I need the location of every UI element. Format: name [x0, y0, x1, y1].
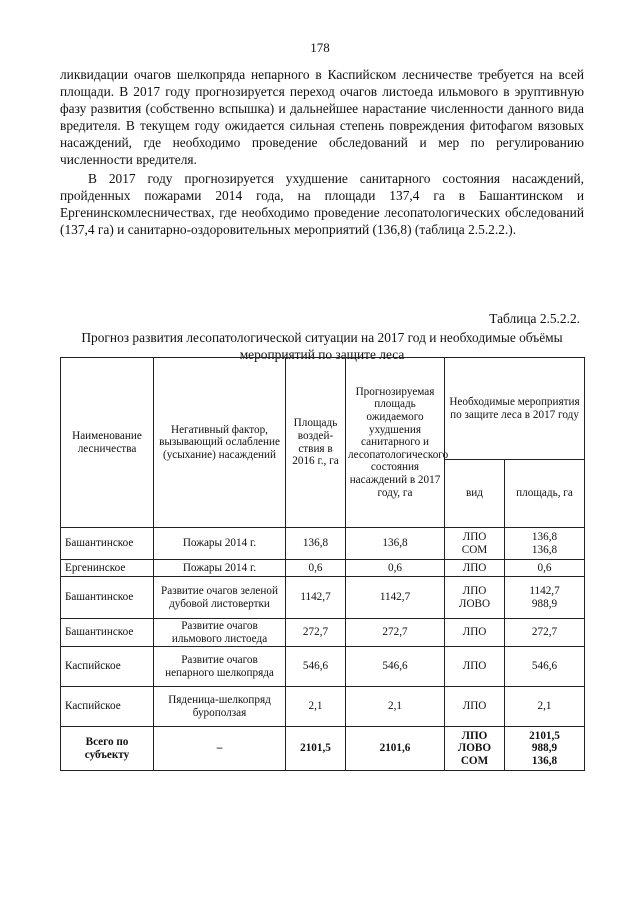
table-number: Таблица 2.5.2.2.: [489, 311, 580, 326]
cell-measure-type: [445, 647, 505, 687]
table-row: [61, 528, 585, 560]
measure-area-value: 2101,5: [529, 729, 560, 742]
header-forecast-area: Прогнозируемая площадь ожидаемого ухудшения санитарного и лесопатологического состояния насаждений в 2017 году, га: [346, 358, 445, 528]
measure-area-value: 988,9: [531, 742, 558, 755]
cell-measure-type: [445, 619, 505, 647]
cell-measure-area: [505, 727, 585, 771]
table-row: [61, 687, 585, 727]
cell-measure-area: [505, 687, 585, 727]
cell-measure-type: [445, 577, 505, 619]
measure-area-value: 988,9: [531, 597, 558, 610]
cell-area-2016: 546,6: [286, 647, 346, 687]
measure-type-value: ЛПО: [462, 584, 487, 597]
cell-area-2016: 2,1: [286, 687, 346, 727]
cell-name: Башантинское: [61, 528, 154, 560]
cell-area-2016: 136,8: [286, 528, 346, 560]
cell-forecast-area: 136,8: [346, 528, 445, 560]
measure-type-value: ЛПО: [462, 660, 487, 673]
header-measure-area: площадь, га: [505, 460, 585, 528]
table-row: [61, 619, 585, 647]
measure-type-value: ЛОВО: [457, 742, 492, 755]
measure-type-value: СОМ: [460, 754, 489, 767]
cell-name: Каспийское: [61, 687, 154, 727]
cell-area-2016: 1142,7: [286, 577, 346, 619]
cell-factor: Пожары 2014 г.: [154, 560, 286, 577]
cell-factor: Развитие очагов ильмового листоеда: [154, 619, 286, 647]
cell-measure-type: [445, 560, 505, 577]
cell-measure-area: [505, 647, 585, 687]
header-factor: Негативный фактор, вызывающий ослабление (усыхание) насаждений: [154, 358, 286, 528]
measure-area-value: 0,6: [537, 561, 552, 574]
cell-area-2016: 272,7: [286, 619, 346, 647]
cell-measure-area: [505, 560, 585, 577]
measure-type-value: ЛПО: [462, 561, 487, 574]
cell-factor: Пяденица-шелкопряд буроползая: [154, 687, 286, 727]
paragraph: ликвидации очагов шелкопряда непарного в Каспийском лесничестве требуется на всей площади. В 2017 году прогнозируется переход очагов листоеда ильмового в эруптивную фазу развития (собственно вспышка) и дальнейшее нарастание численности данного вида вредителя. В текущем году ожидается сильная степень повреждения фитофагом вязовых насаждений, где необходимо проведение обследований и мер по регулированию численности вредителя.: [60, 67, 584, 167]
cell-name: Всего по субъекту: [61, 727, 154, 771]
measure-area-value: 136,8: [531, 530, 558, 543]
header-measures: Необходимые мероприятия по защите леса в 2017 году: [445, 358, 585, 460]
measure-type-value: СОМ: [461, 543, 488, 556]
cell-measure-type: [445, 687, 505, 727]
table-row: [61, 577, 585, 619]
cell-measure-area: [505, 577, 585, 619]
cell-forecast-area: 2101,6: [346, 727, 445, 771]
cell-factor: –: [154, 727, 286, 771]
body-text: [60, 66, 584, 238]
cell-forecast-area: 546,6: [346, 647, 445, 687]
measure-type-value: ЛПО: [461, 729, 488, 742]
header-name: Наименование лесничества: [61, 358, 154, 528]
measure-area-value: 136,8: [531, 543, 558, 556]
cell-factor: Развитие очагов зеленой дубовой листовертки: [154, 577, 286, 619]
cell-measure-area: [505, 528, 585, 560]
measure-area-value: 1142,7: [529, 584, 560, 597]
table-title: Прогноз развития лесопатологической ситуации на 2017 год и необходимые объёмы мероприятий по защите леса: [81, 330, 563, 362]
measure-area-value: 2,1: [537, 700, 552, 713]
measure-area-value: 272,7: [531, 626, 558, 639]
cell-name: Ергенинское: [61, 560, 154, 577]
total-row: [61, 727, 585, 771]
cell-measure-type: [445, 727, 505, 771]
cell-forecast-area: 1142,7: [346, 577, 445, 619]
cell-forecast-area: 0,6: [346, 560, 445, 577]
measure-type-value: ЛОВО: [458, 597, 491, 610]
measure-area-value: 546,6: [531, 660, 558, 673]
measure-type-value: ЛПО: [462, 700, 487, 713]
measure-type-value: ЛПО: [462, 626, 487, 639]
paragraph: В 2017 году прогнозируется ухудшение санитарного состояния насаждений, пройденных пожарами 2014 года, на площади 137,4 га в Башантинском и Ергенинскомлесничествах, где необходимо проведение лесопатологических обследований (137,4 га) и санитарно-оздоровительных мероприятий (136,8) (таблица 2.5.2.2.).: [60, 171, 584, 237]
measure-type-value: ЛПО: [462, 530, 487, 543]
table-row: [61, 647, 585, 687]
header-area-2016: Площадь воздей-ствия в 2016 г., га: [286, 358, 346, 528]
cell-measure-area: [505, 619, 585, 647]
cell-forecast-area: 2,1: [346, 687, 445, 727]
cell-name: Башантинское: [61, 577, 154, 619]
cell-factor: Развитие очагов непарного шелкопряда: [154, 647, 286, 687]
table-body: [61, 528, 585, 771]
page-number: 178: [310, 40, 330, 55]
header-measure-type: вид: [445, 460, 505, 528]
cell-area-2016: 0,6: [286, 560, 346, 577]
measure-area-value: 136,8: [531, 754, 558, 767]
cell-measure-type: [445, 528, 505, 560]
table-row: [61, 560, 585, 577]
cell-name: Башантинское: [61, 619, 154, 647]
cell-factor: Пожары 2014 г.: [154, 528, 286, 560]
cell-forecast-area: 272,7: [346, 619, 445, 647]
cell-name: Каспийское: [61, 647, 154, 687]
cell-area-2016: 2101,5: [286, 727, 346, 771]
forecast-table: [60, 357, 585, 771]
